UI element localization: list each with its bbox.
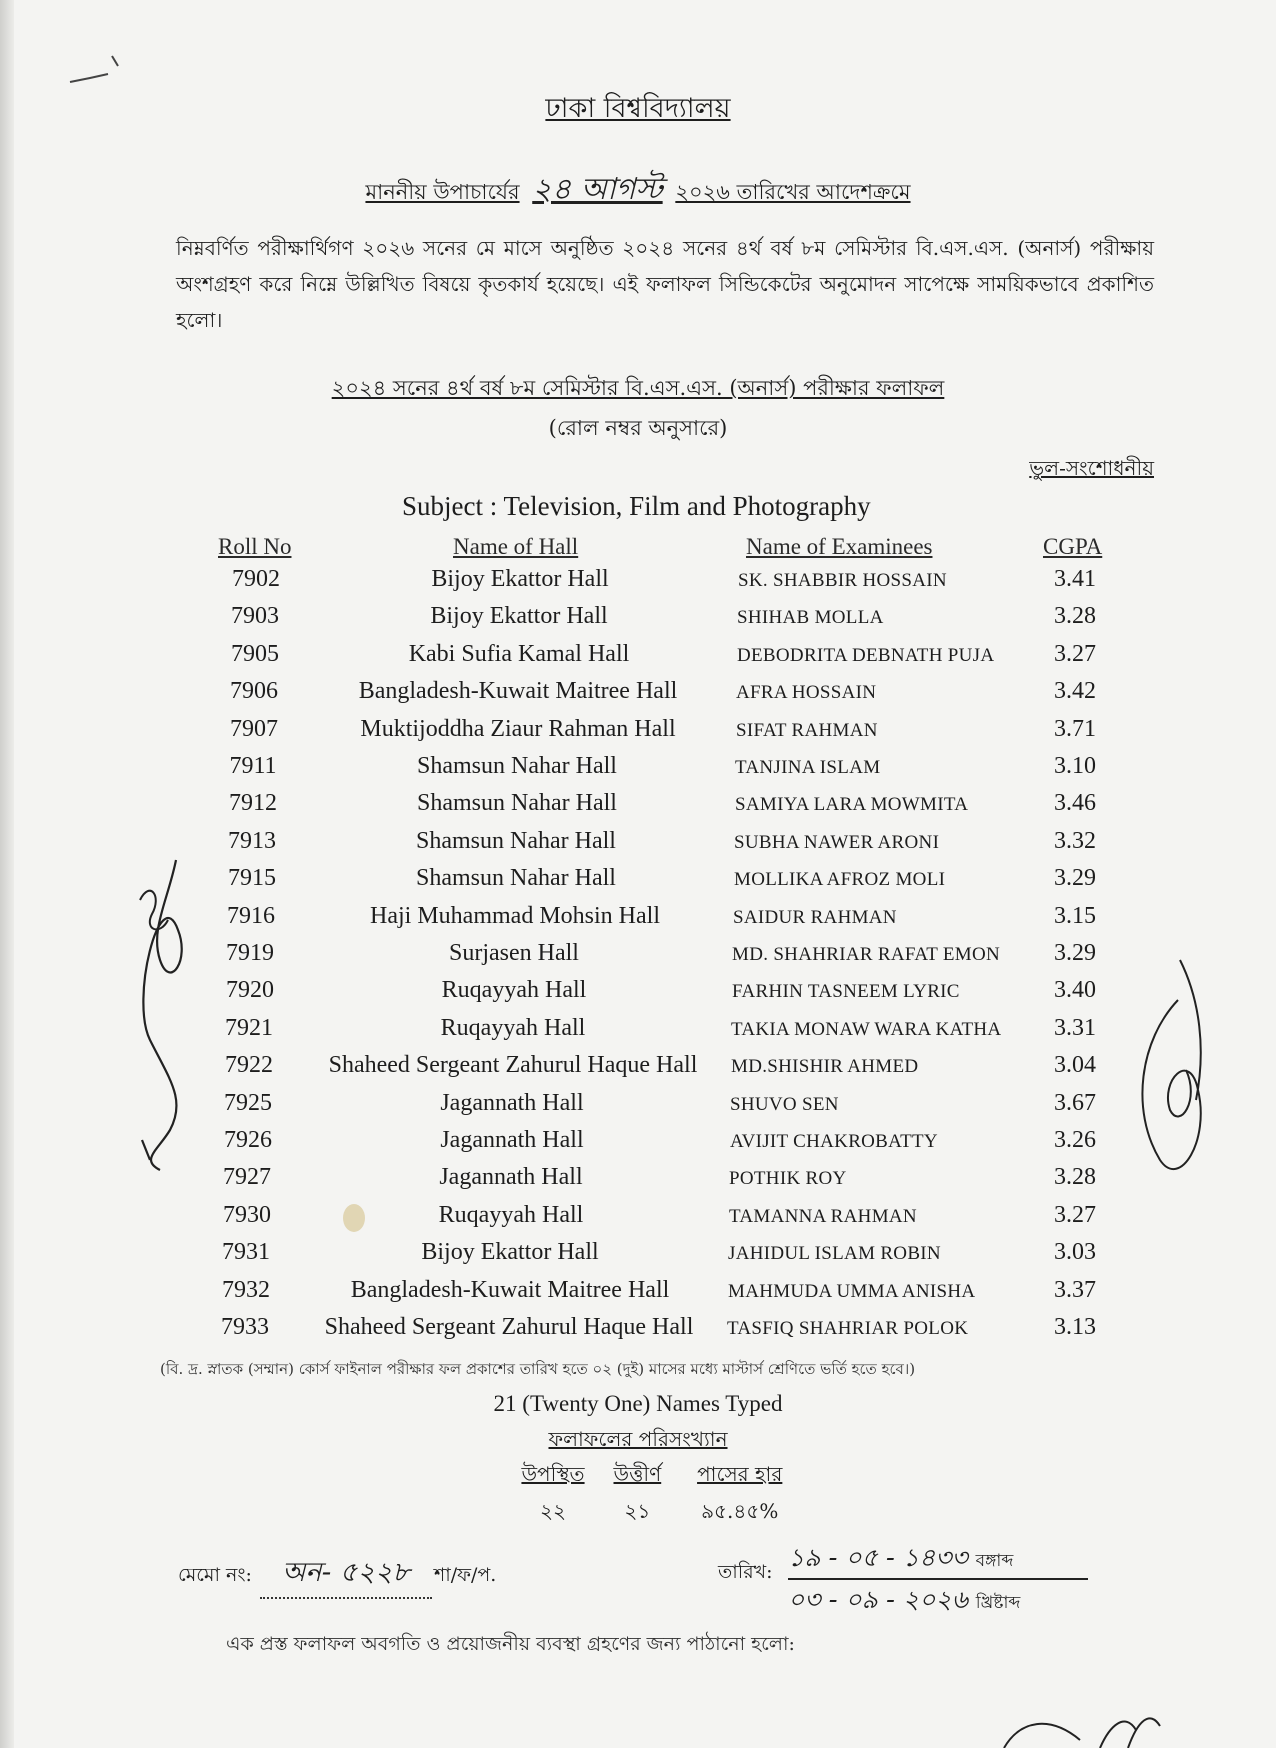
examinee-cell: SK. SHABBIR HOSSAIN <box>738 570 947 591</box>
cgpa-cell: 3.26 <box>1054 1127 1096 1153</box>
cgpa-cell: 3.28 <box>1054 1164 1096 1190</box>
hall-cell: Ruqayyah Hall <box>441 977 587 1003</box>
stat-header-pass-rate: পাসের হার <box>697 1462 783 1486</box>
examinee-cell: SIFAT RAHMAN <box>736 720 878 741</box>
roll-cell: 7933 <box>221 1314 269 1340</box>
roll-cell: 7903 <box>231 603 279 629</box>
stat-header-present: উপস্থিত <box>521 1462 585 1486</box>
cgpa-cell: 3.32 <box>1054 828 1096 854</box>
roll-cell: 7931 <box>222 1239 270 1265</box>
intro-paragraph: নিম্নবর্ণিত পরীক্ষার্থিগণ ২০২৬ সনের মে মাসে অনুষ্ঠিত ২০২৪ সনের ৪র্থ বর্ষ ৮ম সেমিস্টার বি.এস.এস. (অনার্স) পরীক্ষায় অংশগ্রহণ করে নিম্নে উল্লিখিত বিষয়ে কৃতকার্য হয়েছে। এই ফলাফল সিন্ডিকেটের অনুমোদন সাপেক্ষে সাময়িকভাবে প্রকাশিত হলো। <box>176 236 1154 332</box>
cgpa-cell: 3.67 <box>1054 1090 1096 1116</box>
stain-mark <box>343 1204 365 1232</box>
examinee-cell: FARHIN TASNEEM LYRIC <box>732 981 960 1002</box>
examinee-cell: MAHMUDA UMMA ANISHA <box>728 1281 976 1302</box>
roll-cell: 7925 <box>224 1090 272 1116</box>
hall-cell: Shamsun Nahar Hall <box>416 828 616 854</box>
roll-cell: 7922 <box>225 1052 273 1078</box>
bottom-signature-1 <box>1004 1724 1080 1748</box>
examinee-cell: SHIHAB MOLLA <box>737 607 884 628</box>
cgpa-cell: 3.13 <box>1054 1314 1096 1340</box>
date-label: তারিখ: <box>718 1561 773 1583</box>
result-subtitle: (রোল নম্বর অনুসারে) <box>548 416 728 440</box>
date-bangla-suffix: বঙ্গাব্দ <box>975 1551 1014 1571</box>
hall-cell: Bijoy Ekattor Hall <box>430 603 608 629</box>
cgpa-cell: 3.04 <box>1054 1052 1096 1078</box>
stat-value-pass-rate: ৯৫.৪৫% <box>701 1499 779 1523</box>
header-examinee: Name of Examinees <box>746 534 933 559</box>
hall-cell: Jagannath Hall <box>439 1164 583 1190</box>
cgpa-cell: 3.40 <box>1054 977 1096 1003</box>
stat-header-passed: উত্তীর্ণ <box>613 1462 662 1486</box>
stat-value-present: ২২ <box>539 1499 566 1523</box>
examinee-cell: MOLLIKA AFROZ MOLI <box>734 869 946 890</box>
cgpa-cell: 3.29 <box>1054 865 1096 891</box>
hall-cell: Ruqayyah Hall <box>438 1202 584 1228</box>
examinee-cell: SAMIYA LARA MOWMITA <box>735 794 969 815</box>
hall-cell: Shaheed Sergeant Zahurul Haque Hall <box>328 1052 698 1078</box>
memo-label: মেমো নং: <box>178 1564 252 1586</box>
typed-count: 21 (Twenty One) Names Typed <box>493 1391 783 1416</box>
date-gregorian-value: ০৩ - ০৯ - ২০২৬ <box>788 1585 968 1614</box>
examinee-cell: TANJINA ISLAM <box>735 757 881 778</box>
roll-cell: 7926 <box>224 1127 272 1153</box>
roll-cell: 7916 <box>227 903 275 929</box>
hall-cell: Shamsun Nahar Hall <box>416 865 616 891</box>
examinee-cell: DEBODRITA DEBNATH PUJA <box>737 645 995 666</box>
right-signature <box>1142 960 1200 1169</box>
roll-cell: 7907 <box>230 716 278 742</box>
roll-cell: 7930 <box>223 1202 271 1228</box>
order-prefix: মাননীয় উপাচার্যের <box>365 180 520 204</box>
cgpa-cell: 3.31 <box>1054 1015 1096 1041</box>
roll-cell: 7921 <box>225 1015 273 1041</box>
hall-cell: Jagannath Hall <box>440 1090 584 1116</box>
hall-cell: Bijoy Ekattor Hall <box>431 566 609 592</box>
hall-cell: Kabi Sufia Kamal Hall <box>408 641 630 667</box>
cgpa-cell: 3.10 <box>1054 753 1096 779</box>
hall-cell: Shaheed Sergeant Zahurul Haque Hall <box>324 1314 694 1340</box>
statistics-title-text: ফলাফলের পরিসংখ্যান <box>548 1427 728 1451</box>
hall-cell: Surjasen Hall <box>449 940 579 966</box>
roll-cell: 7911 <box>229 753 277 779</box>
admission-note: (বি. দ্র. স্নাতক (সম্মান) কোর্স ফাইনাল পরীক্ষার ফল প্রকাশের তারিখ হতে ০২ (দুই) মাসের মধ্যে মাস্টার্স শ্রেণিতে ভর্তি হতে হবে।) <box>160 1360 916 1378</box>
date-bangla-value: ১৯ - ০৫ - ১৪৩৩ <box>788 1543 968 1572</box>
hall-cell: Shamsun Nahar Hall <box>417 790 617 816</box>
left-signature <box>142 860 182 1170</box>
cgpa-cell: 3.71 <box>1054 716 1096 742</box>
cgpa-cell: 3.27 <box>1054 641 1096 667</box>
examinee-cell: TAKIA MONAW WARA KATHA <box>731 1019 1002 1040</box>
stat-value-passed: ২১ <box>624 1499 651 1523</box>
hall-cell: Jagannath Hall <box>440 1127 584 1153</box>
examinee-cell: SHUVO SEN <box>730 1094 839 1115</box>
hall-cell: Bangladesh-Kuwait Maitree Hall <box>358 678 678 704</box>
memo-handwritten: অন- ৫২২৮ <box>260 1552 432 1599</box>
order-suffix: ২০২৬ তারিখের আদেশক্রমে <box>675 180 911 204</box>
hall-cell: Ruqayyah Hall <box>440 1015 586 1041</box>
examinee-cell: POTHIK ROY <box>729 1168 847 1189</box>
correction-label: ভুল-সংশোধনীয় <box>1029 456 1154 480</box>
examinee-cell: SUBHA NAWER ARONI <box>734 832 940 853</box>
examinee-cell: AFRA HOSSAIN <box>736 682 877 703</box>
copy-distribution-line: এক প্রস্ত ফলাফল অবগতি ও প্রয়োজনীয় ব্যবস্থা গ্রহণের জন্য পাঠানো হলো: <box>226 1633 795 1655</box>
header-cgpa: CGPA <box>1043 534 1103 559</box>
roll-cell: 7932 <box>222 1277 270 1303</box>
cgpa-cell: 3.28 <box>1054 603 1096 629</box>
date-gregorian-suffix: খ্রিষ্টাব্দ <box>975 1593 1021 1613</box>
cgpa-cell: 3.29 <box>1054 940 1096 966</box>
roll-cell: 7902 <box>232 566 280 592</box>
examinee-cell: MD. SHAHRIAR RAFAT EMON <box>732 944 1001 965</box>
result-title-text: ২০২৪ সনের ৪র্থ বর্ষ ৮ম সেমিস্টার বি.এস.এস. (অনার্স) পরীক্ষার ফলাফল <box>331 376 945 400</box>
roll-cell: 7912 <box>229 790 277 816</box>
cgpa-cell: 3.37 <box>1054 1277 1096 1303</box>
memo-suffix: শা/ফ/প. <box>433 1564 497 1586</box>
top-left-scribble <box>70 56 118 82</box>
header-hall: Name of Hall <box>453 534 579 559</box>
examinee-cell: SAIDUR RAHMAN <box>733 907 897 928</box>
hall-cell: Muktijoddha Ziaur Rahman Hall <box>360 716 676 742</box>
order-date-handwritten: ২৪ আগস্ট <box>532 172 663 207</box>
bottom-signature-2 <box>1100 1718 1160 1748</box>
hall-cell: Bijoy Ekattor Hall <box>421 1239 599 1265</box>
subject-line: Subject : Television, Film and Photography <box>402 491 871 521</box>
roll-cell: 7905 <box>231 641 279 667</box>
examinee-cell: AVIJIT CHAKROBATTY <box>730 1131 938 1152</box>
roll-cell: 7920 <box>226 977 274 1003</box>
cgpa-cell: 3.46 <box>1054 790 1096 816</box>
roll-cell: 7915 <box>228 865 276 891</box>
cgpa-cell: 3.15 <box>1054 903 1096 929</box>
left-initial <box>140 891 168 930</box>
cgpa-cell: 3.42 <box>1054 678 1096 704</box>
roll-cell: 7906 <box>230 678 278 704</box>
header-roll: Roll No <box>218 534 292 559</box>
examinee-cell: TASFIQ SHAHRIAR POLOK <box>727 1318 969 1339</box>
hall-cell: Haji Muhammad Mohsin Hall <box>370 903 660 929</box>
cgpa-cell: 3.27 <box>1054 1202 1096 1228</box>
examinee-cell: MD.SHISHIR AHMED <box>731 1056 919 1077</box>
university-name: ঢাকা বিশ্ববিদ্যালয় <box>545 93 731 124</box>
hall-cell: Shamsun Nahar Hall <box>417 753 617 779</box>
roll-cell: 7927 <box>223 1164 271 1190</box>
cgpa-cell: 3.41 <box>1054 566 1096 592</box>
hall-cell: Bangladesh-Kuwait Maitree Hall <box>350 1277 670 1303</box>
roll-cell: 7919 <box>226 940 274 966</box>
cgpa-cell: 3.03 <box>1054 1239 1096 1265</box>
roll-cell: 7913 <box>228 828 276 854</box>
examinee-cell: TAMANNA RAHMAN <box>729 1206 917 1227</box>
examinee-cell: JAHIDUL ISLAM ROBIN <box>728 1243 941 1264</box>
